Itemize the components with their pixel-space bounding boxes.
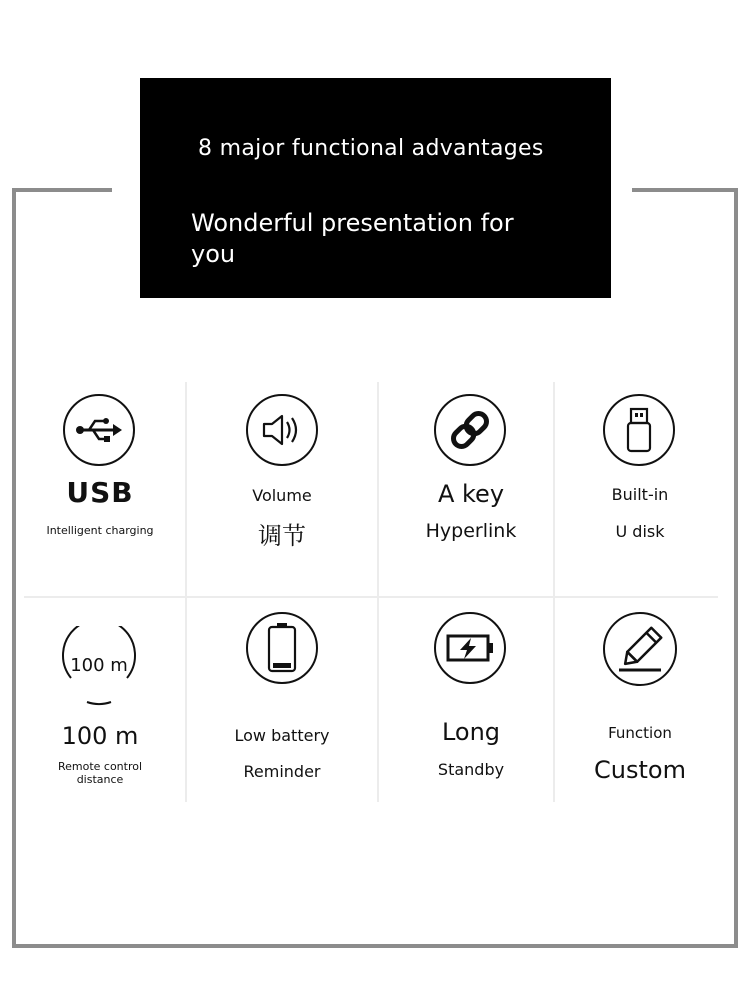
feature-grid bbox=[24, 382, 718, 802]
speaker-icon bbox=[246, 394, 318, 466]
feature-standby bbox=[386, 598, 556, 802]
feature-line2: Reminder bbox=[243, 762, 321, 781]
feature-line2: Intelligent charging bbox=[46, 524, 154, 537]
feature-usb bbox=[15, 382, 185, 592]
usb-icon bbox=[63, 394, 135, 466]
feature-line2: Hyperlink bbox=[425, 520, 517, 542]
title-banner bbox=[140, 78, 611, 298]
feature-line1: Low battery bbox=[234, 726, 330, 745]
link-icon bbox=[434, 394, 506, 466]
feature-line1: USB bbox=[66, 476, 134, 509]
feature-volume bbox=[197, 382, 367, 592]
feature-hyperlink bbox=[386, 382, 556, 592]
feature-range bbox=[15, 598, 185, 802]
feature-line1: Volume bbox=[252, 486, 312, 505]
feature-line2: Remote control distance bbox=[57, 760, 143, 786]
feature-line1: Built-in bbox=[611, 485, 669, 504]
feature-line1: 100 m bbox=[61, 722, 139, 750]
banner-subtitle: Wonderful presentation for you bbox=[191, 209, 514, 268]
feature-udisk bbox=[555, 382, 725, 592]
feature-line2: U disk bbox=[615, 522, 665, 541]
feature-battery bbox=[197, 598, 367, 802]
grid-divider bbox=[377, 382, 379, 802]
banner-title: 8 major functional advantages bbox=[198, 136, 544, 161]
feature-line2: Custom bbox=[594, 756, 686, 784]
feature-line2: 调节 bbox=[258, 522, 306, 550]
pen-icon bbox=[603, 612, 677, 686]
range-icon bbox=[59, 626, 139, 706]
feature-line1: Long bbox=[441, 718, 501, 746]
feature-custom bbox=[555, 598, 725, 802]
feature-line1: A key bbox=[437, 480, 505, 508]
usb-drive-icon bbox=[603, 394, 675, 466]
charging-battery-icon bbox=[434, 612, 506, 684]
frame-top-right-segment bbox=[632, 188, 734, 192]
feature-line2: Standby bbox=[437, 760, 505, 779]
frame-top-left-segment bbox=[12, 188, 112, 192]
feature-line1: Function bbox=[608, 724, 672, 742]
battery-low-icon bbox=[246, 612, 318, 684]
range-icon-label: 100 m bbox=[70, 655, 128, 676]
grid-divider bbox=[185, 382, 187, 802]
